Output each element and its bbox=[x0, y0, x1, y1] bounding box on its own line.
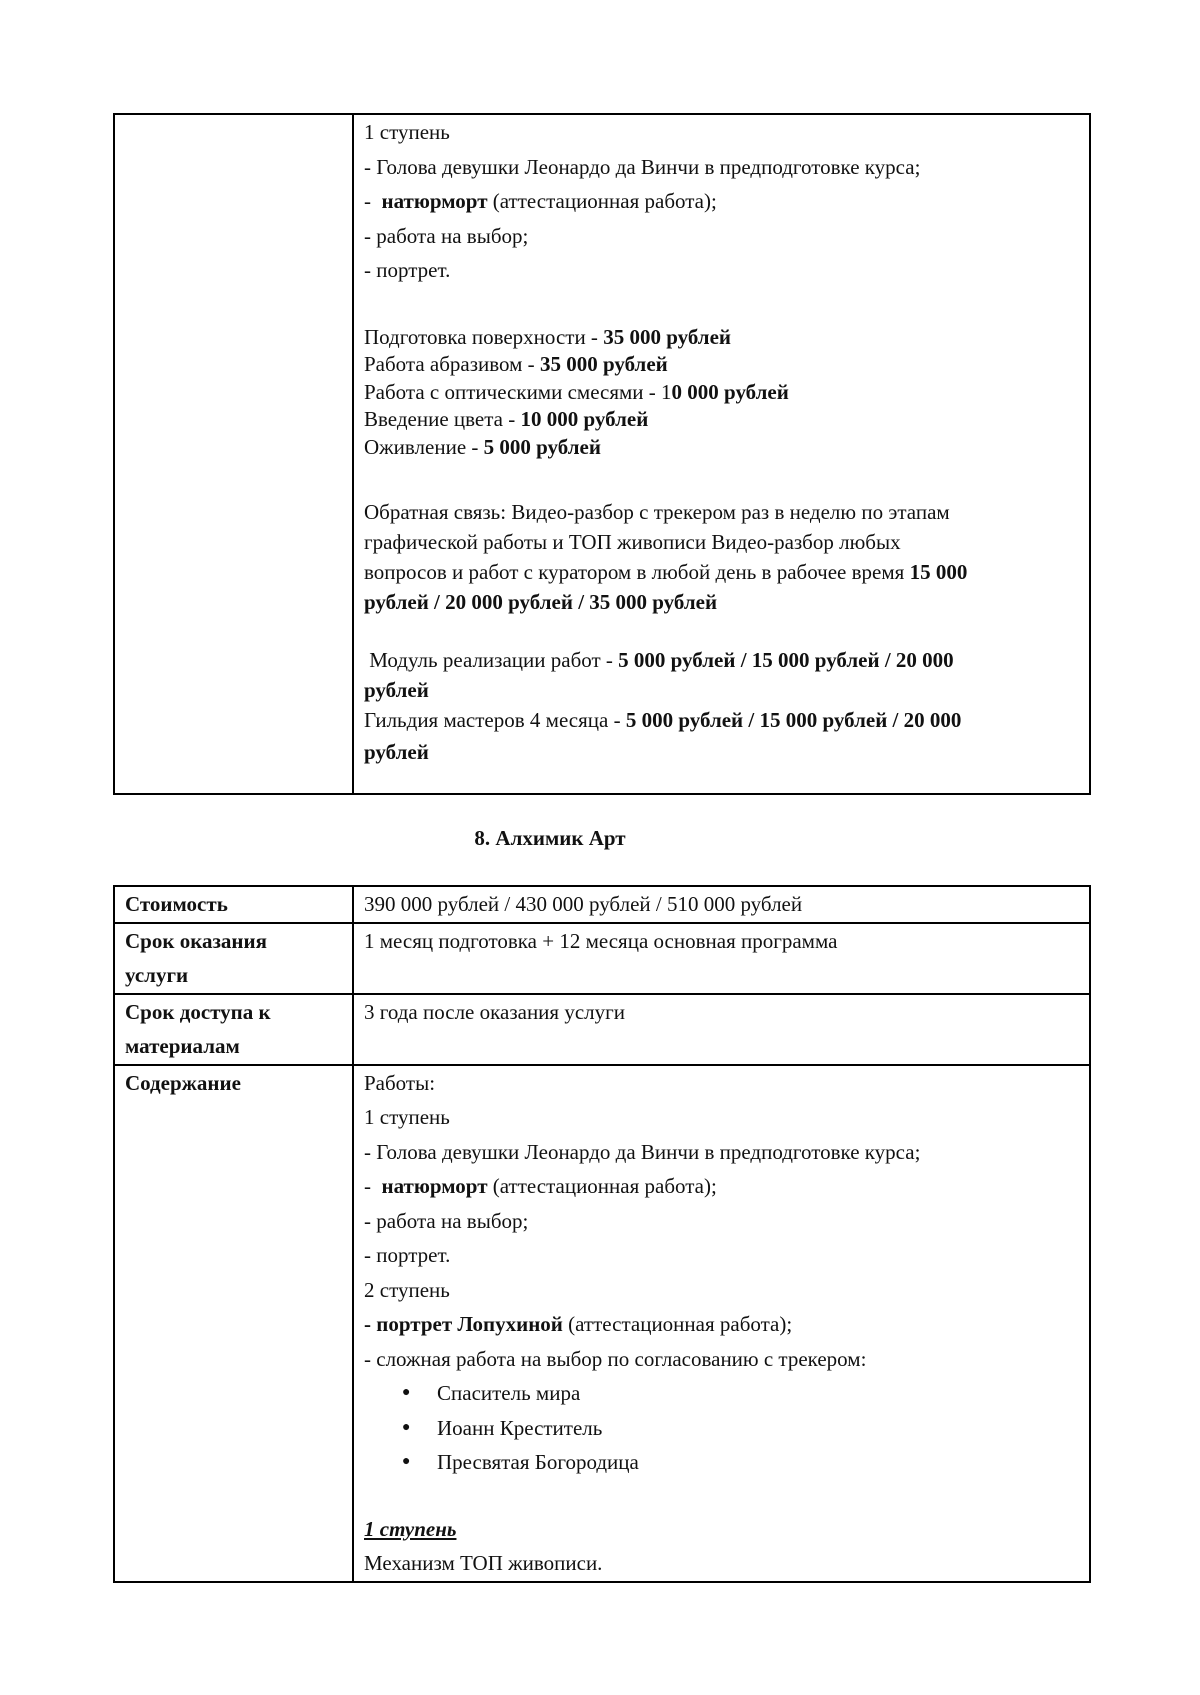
work-item: - портрет. bbox=[364, 258, 451, 282]
work-item: - работа на выбор; bbox=[364, 223, 529, 248]
price-line: Оживление - 5 000 рублей bbox=[364, 434, 601, 459]
feedback-line bbox=[364, 557, 1079, 587]
module-price: 5 000 рублей / 15 000 рублей / 20 000 bbox=[618, 648, 954, 672]
feedback-line: графической работы и ТОП живописи Видео-разбор любых bbox=[364, 530, 901, 554]
work-item: - работа на выбор; bbox=[364, 1208, 529, 1233]
cost-label: Стоимость bbox=[114, 886, 353, 923]
access-label: Срок доступа к материалам bbox=[114, 994, 353, 1065]
content-value bbox=[353, 1065, 1090, 1582]
work-item: - сложная работа на выбор по согласованию с трекером: bbox=[364, 1346, 867, 1371]
feedback-price: рублей / 20 000 рублей / 35 000 рублей bbox=[364, 590, 718, 614]
work-item: - натюрморт (аттестационная работа); bbox=[364, 189, 717, 213]
section-heading: 8. Алхимик Арт bbox=[474, 826, 626, 850]
module-block bbox=[364, 645, 1079, 769]
feedback-line: Обратная связь: Видео-разбор с трекером раз в неделю по этапам bbox=[364, 500, 950, 524]
works-title: Работы: bbox=[364, 1070, 436, 1095]
access-value: 3 года после оказания услуги bbox=[353, 994, 1090, 1065]
guild-price: 5 000 рублей / 15 000 рублей / 20 000 bbox=[625, 708, 962, 732]
bullet-item: ● Иоанн Креститель bbox=[364, 1411, 1079, 1446]
work-item: - натюрморт (аттестационная работа); bbox=[364, 1174, 717, 1198]
course-info-table bbox=[113, 885, 1091, 1583]
feedback-line bbox=[364, 587, 1079, 617]
guild-line bbox=[364, 705, 1079, 735]
empty-label-cell bbox=[114, 114, 353, 794]
guild-line bbox=[364, 735, 1079, 769]
content-label: Содержание bbox=[114, 1065, 353, 1582]
feedback-text: вопросов и работ с куратором в любой день в рабочее время bbox=[364, 560, 910, 584]
bullet-list bbox=[364, 1376, 1079, 1480]
stages-list bbox=[364, 1100, 1079, 1376]
work-item: 1 ступень bbox=[364, 120, 450, 144]
works-list bbox=[364, 115, 1079, 288]
module-price: рублей bbox=[364, 678, 429, 702]
bullet-item: ● Спаситель мира bbox=[364, 1376, 1079, 1411]
price-line: Работа с оптическими смесями - 10 000 рублей bbox=[364, 379, 789, 404]
work-item: - Голова девушки Леонардо да Винчи в предподготовке курса; bbox=[364, 154, 921, 179]
module-label: Модуль реализации работ - bbox=[364, 648, 619, 672]
cost-value: 390 000 рублей / 430 000 рублей / 510 000 рублей bbox=[353, 886, 1090, 923]
last-line: Механизм ТОП живописи. bbox=[364, 1551, 603, 1575]
price-line: Подготовка поверхности - 35 000 рублей bbox=[364, 324, 731, 349]
guild-price: рублей bbox=[364, 740, 429, 764]
price-list bbox=[364, 324, 1079, 462]
feedback-block bbox=[364, 497, 1079, 617]
bullet-item: ● Пресвятая Богородица bbox=[364, 1445, 1079, 1480]
module-line bbox=[364, 645, 1079, 675]
guild-label: Гильдия мастеров 4 месяца - bbox=[364, 708, 626, 732]
work-item: - Голова девушки Леонардо да Винчи в предподготовке курса; bbox=[364, 1139, 921, 1164]
work-item: 2 ступень bbox=[364, 1277, 450, 1302]
price-line: Работа абразивом - 35 000 рублей bbox=[364, 352, 668, 376]
module-line bbox=[364, 675, 1079, 705]
price-table-continued bbox=[113, 113, 1091, 795]
feedback-price: 15 000 bbox=[909, 560, 968, 584]
work-item: - портрет. bbox=[364, 1243, 451, 1267]
stage-heading: 1 ступень bbox=[364, 1516, 457, 1541]
term-value: 1 месяц подготовка + 12 месяца основная программа bbox=[353, 923, 1090, 994]
price-line: Введение цвета - 10 000 рублей bbox=[364, 407, 649, 431]
term-label: Срок оказания услуги bbox=[114, 923, 353, 994]
work-item: - портрет Лопухиной (аттестационная работа); bbox=[364, 1312, 793, 1336]
content-cell bbox=[353, 114, 1090, 794]
work-item: 1 ступень bbox=[364, 1105, 450, 1129]
